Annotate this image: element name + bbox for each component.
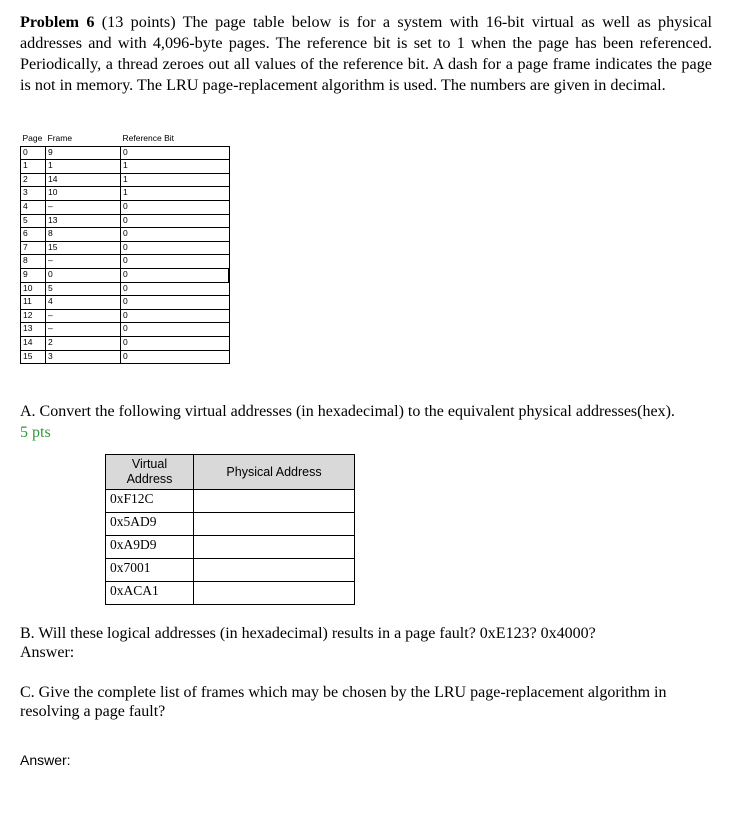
reference-bit-cell: 0: [121, 350, 230, 364]
page-number-cell: 4: [21, 200, 46, 214]
page-number-cell: 3: [21, 187, 46, 201]
problem-text: The page table below is for a system with 16-bit virtual as well as physical addresses and with 4,096-byte pages. The reference bit is set to 1 when the page has been referenced. Periodically, a thread zeroes out all values of the reference bit. A dash for a page frame indicates the page is not in memory. The LRU page-replacement algorithm is used. The numbers are given in decimal.: [20, 13, 712, 94]
frame-number-cell: 2: [46, 336, 121, 350]
page-table-row: [21, 200, 230, 214]
physical-address-answer-cell[interactable]: [194, 536, 355, 559]
page-number-cell: 10: [21, 282, 46, 296]
reference-bit-cell: 0: [121, 200, 230, 214]
frame-number-cell: –: [46, 200, 121, 214]
part-a-question: [20, 401, 680, 443]
address-row: [106, 513, 355, 536]
virtual-address-cell: 0xF12C: [106, 490, 194, 513]
reference-bit-cell: 0: [121, 214, 230, 228]
page-number-cell: 1: [21, 160, 46, 174]
virtual-address-cell: 0x7001: [106, 559, 194, 582]
page-table: [20, 133, 230, 364]
reference-bit-cell: 0: [121, 241, 230, 255]
frame-number-cell: 13: [46, 214, 121, 228]
problem-statement: [20, 12, 712, 96]
page-table-row: [21, 173, 230, 187]
page-table-row: [21, 255, 230, 269]
problem-points: (13 points): [101, 13, 176, 31]
page-table-row: [21, 282, 230, 296]
reference-bit-cell: 0: [121, 296, 230, 310]
page-number-cell: 6: [21, 228, 46, 242]
problem-label: Problem 6: [20, 13, 95, 31]
frame-number-cell: 9: [46, 146, 121, 160]
virtual-address-cell: 0xA9D9: [106, 536, 194, 559]
reference-bit-cell: 0: [121, 282, 230, 296]
address-translation-table: [105, 454, 355, 605]
page-number-cell: 11: [21, 296, 46, 310]
part-c-answer-label: Answer:: [20, 752, 71, 768]
frame-number-cell: 1: [46, 160, 121, 174]
frame-number-cell: 15: [46, 241, 121, 255]
page-table-row: [21, 323, 230, 337]
page-number-cell: 9: [21, 268, 46, 282]
reference-bit-cell: 0: [121, 268, 230, 282]
page-number-cell: 7: [21, 241, 46, 255]
part-a-points: 5 pts: [20, 424, 51, 441]
part-b-question: B. Will these logical addresses (in hexadecimal) results in a page fault? 0xE123? 0x4000?: [20, 625, 596, 642]
frame-number-cell: 10: [46, 187, 121, 201]
part-b-answer-label: Answer:: [20, 644, 75, 661]
frame-number-cell: 0: [46, 268, 121, 282]
frame-number-cell: –: [46, 309, 121, 323]
page-number-cell: 15: [21, 350, 46, 364]
page-table-row: [21, 296, 230, 310]
reference-bit-cell: 0: [121, 323, 230, 337]
virtual-address-cell: 0x5AD9: [106, 513, 194, 536]
reference-bit-cell: 1: [121, 173, 230, 187]
page-number-cell: 12: [21, 309, 46, 323]
frame-number-cell: –: [46, 255, 121, 269]
page-number-cell: 2: [21, 173, 46, 187]
page-table-row: [21, 228, 230, 242]
physical-address-answer-cell[interactable]: [194, 582, 355, 605]
frame-number-cell: 14: [46, 173, 121, 187]
reference-bit-cell: 1: [121, 160, 230, 174]
page-number-cell: 14: [21, 336, 46, 350]
reference-bit-cell: 0: [121, 309, 230, 323]
reference-bit-cell: 0: [121, 146, 230, 160]
reference-bit-cell: 1: [121, 187, 230, 201]
page-table-row: [21, 336, 230, 350]
page-number-cell: 8: [21, 255, 46, 269]
frame-number-cell: 4: [46, 296, 121, 310]
reference-bit-cell: 0: [121, 255, 230, 269]
address-row: [106, 582, 355, 605]
page-table-header-cell: Reference Bit: [121, 133, 230, 146]
part-b: [20, 624, 710, 662]
frame-number-cell: 5: [46, 282, 121, 296]
address-row: [106, 490, 355, 513]
physical-address-answer-cell[interactable]: [194, 513, 355, 536]
frame-number-cell: 8: [46, 228, 121, 242]
page-table-header-cell: Frame: [46, 133, 121, 146]
page-table-row: [21, 309, 230, 323]
address-row: [106, 536, 355, 559]
page-table-row: [21, 187, 230, 201]
page-table-row: [21, 350, 230, 364]
virtual-address-header: Virtual Address: [106, 455, 194, 490]
page-number-cell: 0: [21, 146, 46, 160]
part-c: [20, 683, 710, 721]
physical-address-answer-cell[interactable]: [194, 559, 355, 582]
frame-number-cell: 3: [46, 350, 121, 364]
part-a-text: A. Convert the following virtual addresses (in hexadecimal) to the equivalent physical addresses(hex).: [20, 403, 675, 420]
page-number-cell: 13: [21, 323, 46, 337]
page-table-row: [21, 214, 230, 228]
frame-number-cell: –: [46, 323, 121, 337]
page-table-header-cell: Page: [21, 133, 46, 146]
page-table-header-row: [21, 133, 230, 146]
virtual-address-cell: 0xACA1: [106, 582, 194, 605]
page-table-row: [21, 241, 230, 255]
page-table-row: [21, 160, 230, 174]
part-c-question: C. Give the complete list of frames which may be chosen by the LRU page-replacement algorithm in resolving a page fault?: [20, 684, 667, 720]
reference-bit-cell: 0: [121, 336, 230, 350]
page-number-cell: 5: [21, 214, 46, 228]
physical-address-header: Physical Address: [194, 455, 355, 490]
page-table-row: [21, 268, 230, 282]
physical-address-answer-cell[interactable]: [194, 490, 355, 513]
reference-bit-cell: 0: [121, 228, 230, 242]
page-table-row: [21, 146, 230, 160]
address-row: [106, 559, 355, 582]
